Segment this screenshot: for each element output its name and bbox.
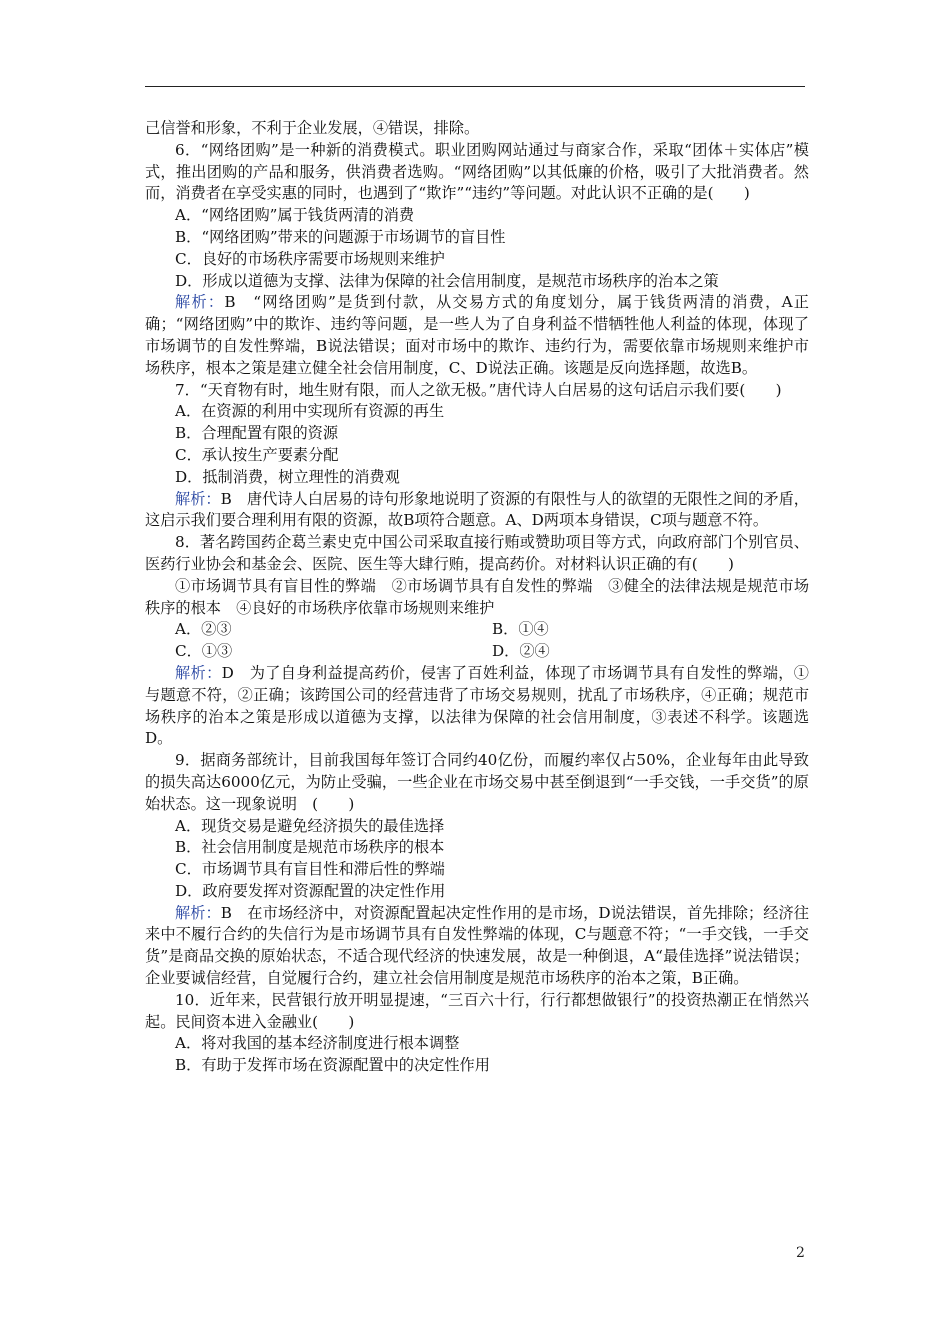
page-number: 2 [796,1245,805,1261]
option-row [145,619,809,641]
question-8 [145,532,809,750]
question-stem: 7．“天育物有时，地生财有限，而人之欲无极。”唐代诗人白居易的这句话启示我们要( ) [175,380,782,399]
option-b: B．“网络团购”带来的问题源于市场调节的盲目性 [175,227,506,246]
question-7 [145,380,809,533]
question-stem: 8．著名跨国药企葛兰素史克中国公司采取直接行贿或赞助项目等方式，向政府部门个别官员、医药行业协会和基金会、医院、医生等大肆行贿，提高药价。对材料认识正确的有( ) [145,533,809,573]
analysis-text: B “网络团购”是货到付款，从交易方式的角度划分，属于钱货两清的消费，A正确；“网络团购”中的欺诈、违约等问题，是一些人为了自身利益不惜牺牲他人利益的体现，体现了市场调节的自发性弊端，B说法错误；面对市场中的欺诈、违约行为，需要依靠市场规则来维护市场秩序，根本之策是建立健全社会信用制度，C、D说法正确。该题是反向选择题，故选B。 [145,293,809,377]
option-a: A．将对我国的基本经济制度进行根本调整 [175,1034,460,1053]
question-statements: ①市场调节具有盲目性的弊端 ②市场调节具有自发性的弊端 ③健全的法律法规是规范市场秩序的根本 ④良好的市场秩序依靠市场规则来维护 [145,576,809,617]
header-rule [145,86,805,87]
question-stem: 6．“网络团购”是一种新的消费模式。职业团购网站通过与商家合作，采取“团体＋实体店”模式，推出团购的产品和服务，供消费者选购。“网络团购”以其低廉的价格，吸引了大批消费者。然而，消费者在享受实惠的同时，也遇到了“欺诈”“违约”等问题。对此认识不正确的是( ) [145,140,809,203]
option-c: C．承认按生产要素分配 [175,445,339,464]
analysis-label: 解析： [175,489,221,508]
option-b: B．①④ [492,620,549,639]
analysis [145,663,809,750]
option-d: D．②④ [492,642,550,661]
analysis-text: B 在市场经济中，对资源配置起决定性作用的是市场，D说法错误，首先排除；经济往来中不履行合约的失信行为是市场调节具有自发性弊端的体现，C与题意不符；“一手交钱，一手交货”是商品交换的原始状态，不适合现代经济的快速发展，故是一种倒退，A“最佳选择”说法错误；企业要诚信经营，自觉履行合约，建立社会信用制度是规范市场秩序的治本之策，B正确。 [145,903,809,988]
analysis-text: B 唐代诗人白居易的诗句形象地说明了资源的有限性与人的欲望的无限性之间的矛盾，这启示我们要合理利用有限的资源，故B项符合题意。A、D两项本身错误，C项与题意不符。 [145,489,809,530]
option-c: C．良好的市场秩序需要市场规则来维护 [175,249,445,268]
continuation-text: 己信誉和形象，不利于企业发展，④错误，排除。 [145,119,480,137]
question-6 [145,140,809,380]
option-a: A．“网络团购”属于钱货两清的消费 [175,206,415,225]
analysis [145,903,809,990]
question-stem: 10．近年来，民营银行放开明显提速，“三百六十行，行行都想做银行”的投资热潮正在悄然兴起。民间资本进入金融业( ) [145,990,809,1031]
option-b: B．合理配置有限的资源 [175,424,339,443]
option-a: A．在资源的利用中实现所有资源的再生 [175,402,445,421]
question-9 [145,750,809,990]
option-c: C．市场调节具有盲目性和滞后性的弊端 [175,860,445,879]
option-b: B．有助于发挥市场在资源配置中的决定性作用 [175,1056,490,1075]
option-d: D．形成以道德为支撑、法律为保障的社会信用制度，是规范市场秩序的治本之策 [175,271,719,290]
option-row [145,641,809,663]
question-stem: 9．据商务部统计，目前我国每年签订合同约40亿份，而履约率仅占50%，企业每年由此导致的损失高达6000亿元，为防止受骗，一些企业在市场交易中甚至倒退到“一手交钱，一手交货”的原始状态。这一现象说明 ( ) [145,751,809,813]
analysis-label: 解析： [175,293,225,312]
page-content [145,118,809,1077]
analysis-text: D 为了自身利益提高药价，侵害了百姓利益，体现了市场调节具有自发性的弊端，①与题意不符，②正确；该跨国公司的经营违背了市场交易规则，扰乱了市场秩序，④正确；规范市场秩序的治本之策是形成以道德为支撑，以法律为保障的社会信用制度，③表述不科学。该题选D。 [145,663,809,748]
option-d: D．抵制消费，树立理性的消费观 [175,467,400,486]
question-10 [145,990,809,1077]
option-b: B．社会信用制度是规范市场秩序的根本 [175,838,445,857]
analysis [145,292,809,379]
option-d: D．政府要发挥对资源配置的决定性作用 [175,881,446,900]
option-a: A．②③ [175,620,232,639]
analysis [145,489,809,533]
option-a: A．现货交易是避免经济损失的最佳选择 [175,816,445,835]
analysis-label: 解析： [175,663,222,682]
option-c: C．①③ [175,642,233,661]
analysis-label: 解析： [175,903,221,922]
